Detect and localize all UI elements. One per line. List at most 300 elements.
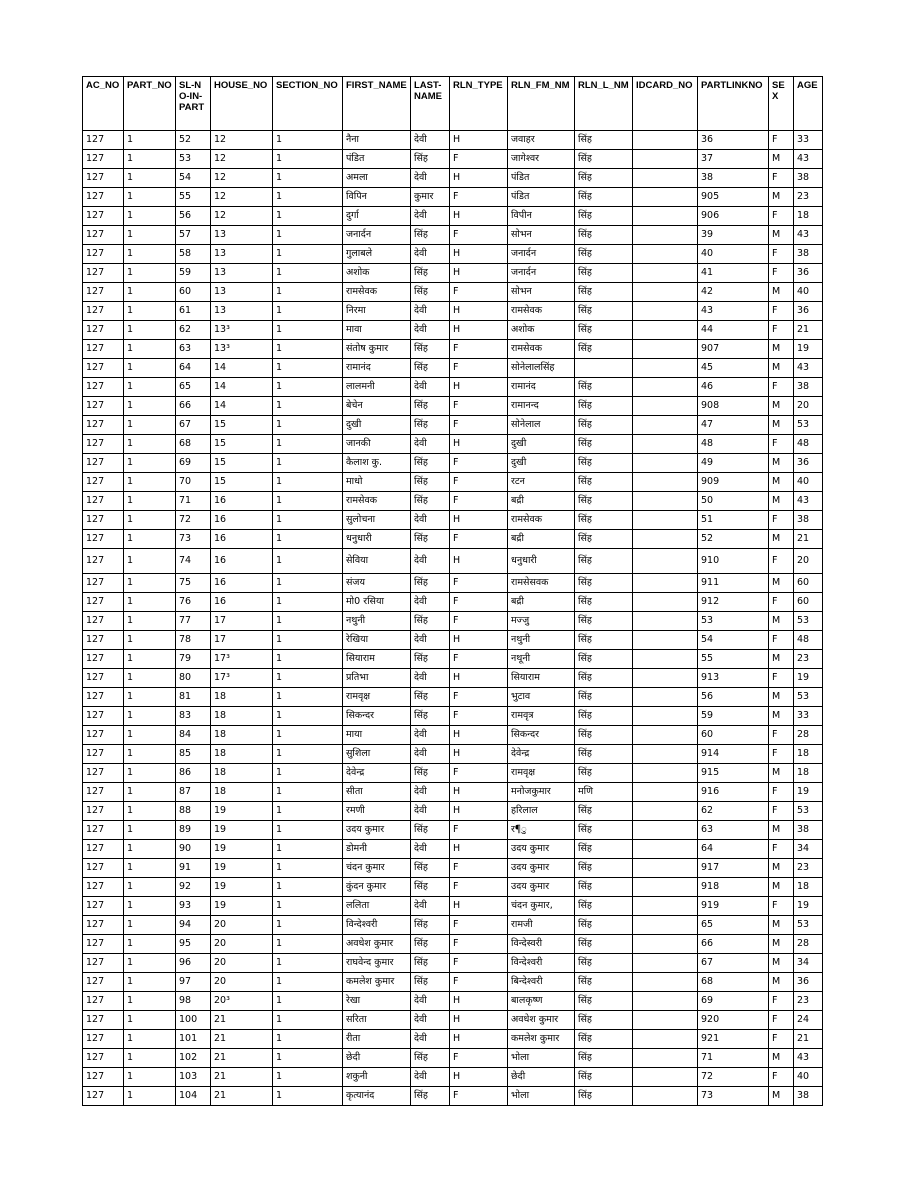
table-cell: M	[769, 530, 794, 549]
table-cell: सिंह	[411, 416, 450, 435]
column-header: AC_NO	[83, 77, 124, 131]
table-cell: H	[450, 992, 508, 1011]
table-cell: H	[450, 897, 508, 916]
table-cell: 48	[698, 435, 769, 454]
table-cell: 127	[83, 954, 124, 973]
table-cell: 18	[211, 726, 273, 745]
table-cell: मो0 रसिया	[343, 593, 411, 612]
table-cell: 127	[83, 416, 124, 435]
table-cell: 1	[273, 859, 343, 878]
table-cell: F	[769, 802, 794, 821]
table-cell: सिंह	[411, 530, 450, 549]
table-cell	[633, 859, 698, 878]
table-cell: 28	[794, 726, 823, 745]
table-cell: 127	[83, 283, 124, 302]
table-cell: F	[450, 340, 508, 359]
table-cell: सिंह	[575, 264, 633, 283]
table-cell: रामानंद	[343, 359, 411, 378]
table-cell: 71	[176, 492, 211, 511]
table-cell: भुटाव	[508, 688, 575, 707]
table-cell: 127	[83, 574, 124, 593]
table-cell: 1	[273, 650, 343, 669]
table-cell: कुमार	[411, 188, 450, 207]
table-cell: देवी	[411, 1011, 450, 1030]
table-cell: 127	[83, 549, 124, 574]
table-cell: सिंह	[575, 840, 633, 859]
table-cell: 919	[698, 897, 769, 916]
table-cell: 63	[176, 340, 211, 359]
table-cell: 127	[83, 435, 124, 454]
table-cell	[633, 954, 698, 973]
table-cell: H	[450, 726, 508, 745]
table-cell: सुलोचना	[343, 511, 411, 530]
table-cell: H	[450, 1030, 508, 1049]
table-cell: 91	[176, 859, 211, 878]
table-cell: 13	[211, 264, 273, 283]
table-cell: 1	[273, 783, 343, 802]
table-cell: डोमनी	[343, 840, 411, 859]
table-cell: 1	[124, 359, 176, 378]
table-cell: सिंह	[575, 821, 633, 840]
table-cell: सिंह	[575, 397, 633, 416]
table-row	[83, 840, 823, 859]
table-cell: कमलेश कुमार	[508, 1030, 575, 1049]
table-cell: सिंह	[575, 1011, 633, 1030]
table-cell: विपिन	[343, 188, 411, 207]
table-cell: 64	[698, 840, 769, 859]
table-cell: F	[769, 131, 794, 150]
table-cell: सिंह	[575, 131, 633, 150]
table-cell: F	[769, 302, 794, 321]
table-cell: 12	[211, 207, 273, 226]
table-row	[83, 726, 823, 745]
table-cell: 914	[698, 745, 769, 764]
table-cell: 1	[273, 764, 343, 783]
table-cell: 53	[794, 688, 823, 707]
table-cell: 18	[211, 688, 273, 707]
table-row	[83, 245, 823, 264]
table-cell: सिंह	[575, 650, 633, 669]
table-row	[83, 631, 823, 650]
table-cell: 916	[698, 783, 769, 802]
table-cell: 1	[124, 378, 176, 397]
table-cell: H	[450, 207, 508, 226]
table-cell: 127	[83, 226, 124, 245]
table-cell	[633, 321, 698, 340]
table-cell: 127	[83, 530, 124, 549]
table-cell: चंदन कुमार	[343, 859, 411, 878]
table-cell: F	[450, 492, 508, 511]
table-cell: F	[450, 473, 508, 492]
table-cell: 62	[176, 321, 211, 340]
table-row	[83, 935, 823, 954]
table-cell: 14	[211, 397, 273, 416]
table-cell: 1	[124, 840, 176, 859]
table-cell: F	[450, 283, 508, 302]
table-cell: 1	[124, 245, 176, 264]
table-cell: F	[769, 549, 794, 574]
table-body	[83, 131, 823, 1106]
table-cell: 1	[273, 1068, 343, 1087]
table-cell: 915	[698, 764, 769, 783]
table-cell: F	[769, 207, 794, 226]
table-cell: देवी	[411, 207, 450, 226]
table-cell: 918	[698, 878, 769, 897]
table-cell: 36	[698, 131, 769, 150]
table-cell: 40	[794, 283, 823, 302]
table-cell: 52	[176, 131, 211, 150]
table-cell: 127	[83, 492, 124, 511]
table-cell: नैना	[343, 131, 411, 150]
table-cell: 127	[83, 859, 124, 878]
table-cell: 127	[83, 302, 124, 321]
table-cell: 40	[794, 473, 823, 492]
table-cell: 24	[794, 1011, 823, 1030]
table-cell: 66	[176, 397, 211, 416]
table-cell: देवी	[411, 321, 450, 340]
table-cell: 96	[176, 954, 211, 973]
table-row	[83, 473, 823, 492]
table-cell: सिंह	[411, 454, 450, 473]
table-cell: चंदन कुमार,	[508, 897, 575, 916]
table-cell	[633, 669, 698, 688]
table-cell: F	[450, 359, 508, 378]
table-cell: 127	[83, 188, 124, 207]
table-cell: 21	[794, 321, 823, 340]
table-cell: देवी	[411, 897, 450, 916]
table-cell: M	[769, 859, 794, 878]
table-cell: 19	[211, 840, 273, 859]
table-cell: रामसेवक	[508, 340, 575, 359]
table-cell: 18	[794, 878, 823, 897]
table-cell: 1	[124, 669, 176, 688]
table-cell: 80	[176, 669, 211, 688]
table-cell	[633, 264, 698, 283]
table-cell: देवी	[411, 745, 450, 764]
column-header: AGE	[794, 77, 823, 131]
table-cell: M	[769, 454, 794, 473]
table-cell: उदय कुमार	[343, 821, 411, 840]
table-cell: 43	[698, 302, 769, 321]
table-cell	[633, 897, 698, 916]
table-cell: 13	[211, 302, 273, 321]
table-cell: M	[769, 397, 794, 416]
table-cell: सिकन्दर	[508, 726, 575, 745]
table-cell: H	[450, 264, 508, 283]
table-cell: 60	[176, 283, 211, 302]
table-cell: 14	[211, 378, 273, 397]
table-cell: 89	[176, 821, 211, 840]
table-cell: 19	[794, 783, 823, 802]
table-cell: 16	[211, 492, 273, 511]
table-cell: 1	[124, 511, 176, 530]
table-cell: M	[769, 359, 794, 378]
table-cell: 1	[273, 1011, 343, 1030]
table-row	[83, 530, 823, 549]
table-cell: सेविया	[343, 549, 411, 574]
table-cell: 909	[698, 473, 769, 492]
table-cell: 38	[794, 511, 823, 530]
table-cell: 60	[794, 574, 823, 593]
table-cell: 917	[698, 859, 769, 878]
table-cell: 127	[83, 1068, 124, 1087]
table-cell: H	[450, 302, 508, 321]
table-row	[83, 454, 823, 473]
table-cell: रामजी	[508, 916, 575, 935]
voter-table	[82, 76, 823, 1106]
table-cell: F	[769, 511, 794, 530]
table-cell: बिन्देश्‍वरी	[508, 973, 575, 992]
table-cell: 127	[83, 359, 124, 378]
table-cell: सिंह	[411, 859, 450, 878]
table-cell: 1	[124, 397, 176, 416]
table-cell: 1	[273, 1087, 343, 1106]
table-cell: सुशिला	[343, 745, 411, 764]
table-cell: जनार्दन	[508, 245, 575, 264]
table-cell: 17	[211, 631, 273, 650]
table-cell: 18	[211, 783, 273, 802]
table-row	[83, 416, 823, 435]
table-cell: सिंह	[575, 859, 633, 878]
table-cell: 67	[176, 416, 211, 435]
table-cell: 127	[83, 511, 124, 530]
column-header: SECTION_NO	[273, 77, 343, 131]
table-cell	[633, 549, 698, 574]
table-cell	[633, 1068, 698, 1087]
table-cell: 1	[124, 207, 176, 226]
table-cell: 68	[698, 973, 769, 992]
table-cell: 1	[273, 378, 343, 397]
table-cell: M	[769, 473, 794, 492]
table-cell: अवधेश कुमार	[343, 935, 411, 954]
table-cell: F	[769, 169, 794, 188]
table-cell: 1	[273, 264, 343, 283]
table-cell: 127	[83, 264, 124, 283]
table-cell: रीता	[343, 1030, 411, 1049]
table-cell: सिंह	[575, 283, 633, 302]
table-cell: M	[769, 973, 794, 992]
table-cell: F	[450, 416, 508, 435]
table-cell: सिंह	[575, 169, 633, 188]
table-cell: रेखिया	[343, 631, 411, 650]
table-cell: 127	[83, 707, 124, 726]
table-cell: 66	[698, 935, 769, 954]
table-cell: 1	[124, 530, 176, 549]
table-cell: F	[450, 226, 508, 245]
table-cell: 1	[124, 1049, 176, 1068]
table-cell	[633, 150, 698, 169]
table-cell: देवी	[411, 549, 450, 574]
table-cell: F	[450, 707, 508, 726]
table-cell: 38	[794, 378, 823, 397]
table-cell: बेचेन	[343, 397, 411, 416]
table-cell: H	[450, 1068, 508, 1087]
table-cell: 127	[83, 878, 124, 897]
table-cell: 1	[124, 1068, 176, 1087]
table-cell: मावा	[343, 321, 411, 340]
table-cell: 19	[211, 878, 273, 897]
table-cell: पंडित	[508, 188, 575, 207]
table-cell: 1	[124, 688, 176, 707]
table-cell: 19	[211, 859, 273, 878]
table-cell: 127	[83, 916, 124, 935]
table-cell: सिंह	[575, 802, 633, 821]
table-cell: देवी	[411, 169, 450, 188]
table-cell: M	[769, 283, 794, 302]
table-cell: सिंह	[575, 992, 633, 1011]
table-cell: 36	[794, 454, 823, 473]
table-cell: 18	[211, 707, 273, 726]
table-cell: सिंह	[411, 612, 450, 631]
table-cell: जनार्दन	[508, 264, 575, 283]
table-cell: दुर्गा	[343, 207, 411, 226]
table-cell: M	[769, 916, 794, 935]
table-cell: 95	[176, 935, 211, 954]
table-cell: 1	[124, 416, 176, 435]
table-cell	[633, 435, 698, 454]
table-cell	[633, 169, 698, 188]
table-cell: 36	[794, 302, 823, 321]
table-cell: सिंह	[575, 897, 633, 916]
column-header: PARTLINKNO	[698, 77, 769, 131]
table-cell: 33	[794, 131, 823, 150]
table-cell: रेखा	[343, 992, 411, 1011]
table-cell: 15	[211, 454, 273, 473]
table-cell: सिंह	[575, 973, 633, 992]
table-cell: सिंह	[575, 574, 633, 593]
column-header: LAST-NAME	[411, 77, 450, 131]
table-cell: 1	[124, 802, 176, 821]
table-cell: सिंह	[575, 1049, 633, 1068]
table-cell: 1	[124, 859, 176, 878]
table-cell: F	[450, 397, 508, 416]
table-cell: कृत्यानंद	[343, 1087, 411, 1106]
table-cell: 59	[176, 264, 211, 283]
table-cell: M	[769, 1049, 794, 1068]
table-cell: 127	[83, 1049, 124, 1068]
table-cell: 1	[124, 131, 176, 150]
table-cell: 1	[124, 188, 176, 207]
table-cell: 1	[273, 473, 343, 492]
table-cell: 53	[794, 612, 823, 631]
table-cell: 19	[794, 897, 823, 916]
table-cell: सिंह	[575, 688, 633, 707]
table-cell: 127	[83, 207, 124, 226]
table-cell: सिंह	[575, 707, 633, 726]
table-cell: 101	[176, 1030, 211, 1049]
table-cell: 69	[698, 992, 769, 1011]
table-cell: ललिता	[343, 897, 411, 916]
table-cell: 97	[176, 973, 211, 992]
table-cell: 1	[273, 302, 343, 321]
table-cell: 1	[273, 669, 343, 688]
column-header: SL-NO-IN-PART	[176, 77, 211, 131]
table-cell: माधो	[343, 473, 411, 492]
table-cell: देवी	[411, 593, 450, 612]
table-cell	[633, 916, 698, 935]
table-cell: M	[769, 935, 794, 954]
table-cell: सिंह	[411, 340, 450, 359]
table-row	[83, 1087, 823, 1106]
table-cell: देवी	[411, 1068, 450, 1087]
table-cell: सियाराम	[343, 650, 411, 669]
table-cell: जानकी	[343, 435, 411, 454]
table-cell: 51	[698, 511, 769, 530]
table-cell: 1	[124, 707, 176, 726]
table-cell: F	[450, 973, 508, 992]
table-row	[83, 340, 823, 359]
table-cell: रामसेवक	[343, 283, 411, 302]
table-cell: 18	[794, 745, 823, 764]
table-cell: 78	[176, 631, 211, 650]
column-header: RLN_TYPE	[450, 77, 508, 131]
table-cell: उदय कुमार	[508, 840, 575, 859]
table-cell: 127	[83, 1011, 124, 1030]
table-cell: 73	[176, 530, 211, 549]
table-cell: 60	[698, 726, 769, 745]
table-cell: 1	[273, 1049, 343, 1068]
table-cell: 1	[273, 492, 343, 511]
table-cell: 911	[698, 574, 769, 593]
table-cell: 127	[83, 321, 124, 340]
table-cell: जवाहर	[508, 131, 575, 150]
table-cell: 57	[176, 226, 211, 245]
table-cell: 1	[273, 631, 343, 650]
table-cell	[633, 593, 698, 612]
table-cell: देवी	[411, 669, 450, 688]
table-cell: 38	[794, 1087, 823, 1106]
table-cell: 1	[273, 992, 343, 1011]
table-row	[83, 707, 823, 726]
table-cell: 36	[794, 264, 823, 283]
table-row	[83, 1011, 823, 1030]
table-cell: सिंह	[411, 473, 450, 492]
table-cell	[633, 226, 698, 245]
table-cell: 64	[176, 359, 211, 378]
table-cell: 1	[124, 169, 176, 188]
table-cell: 127	[83, 612, 124, 631]
table-cell: 21	[211, 1011, 273, 1030]
table-cell: 1	[273, 359, 343, 378]
table-cell: F	[450, 935, 508, 954]
column-header: IDCARD_NO	[633, 77, 698, 131]
table-cell: 20³	[211, 992, 273, 1011]
table-cell: 127	[83, 473, 124, 492]
table-cell: 56	[176, 207, 211, 226]
table-cell: छेदी	[508, 1068, 575, 1087]
table-cell: सिंह	[411, 264, 450, 283]
table-cell: 1	[124, 973, 176, 992]
table-cell: 55	[176, 188, 211, 207]
table-cell: 94	[176, 916, 211, 935]
table-cell	[633, 473, 698, 492]
table-cell: 16	[211, 574, 273, 593]
table-cell: 1	[273, 340, 343, 359]
table-cell: विन्देस्वरी	[508, 935, 575, 954]
column-header: RLN_L_NM	[575, 77, 633, 131]
table-cell: देवी	[411, 802, 450, 821]
table-cell: 1	[124, 821, 176, 840]
table-cell: 23	[794, 859, 823, 878]
table-cell: 19	[211, 821, 273, 840]
table-row	[83, 207, 823, 226]
table-cell: 36	[794, 973, 823, 992]
table-row	[83, 916, 823, 935]
table-cell: M	[769, 150, 794, 169]
table-cell: 1	[273, 745, 343, 764]
table-cell: 47	[698, 416, 769, 435]
table-cell: 12	[211, 150, 273, 169]
